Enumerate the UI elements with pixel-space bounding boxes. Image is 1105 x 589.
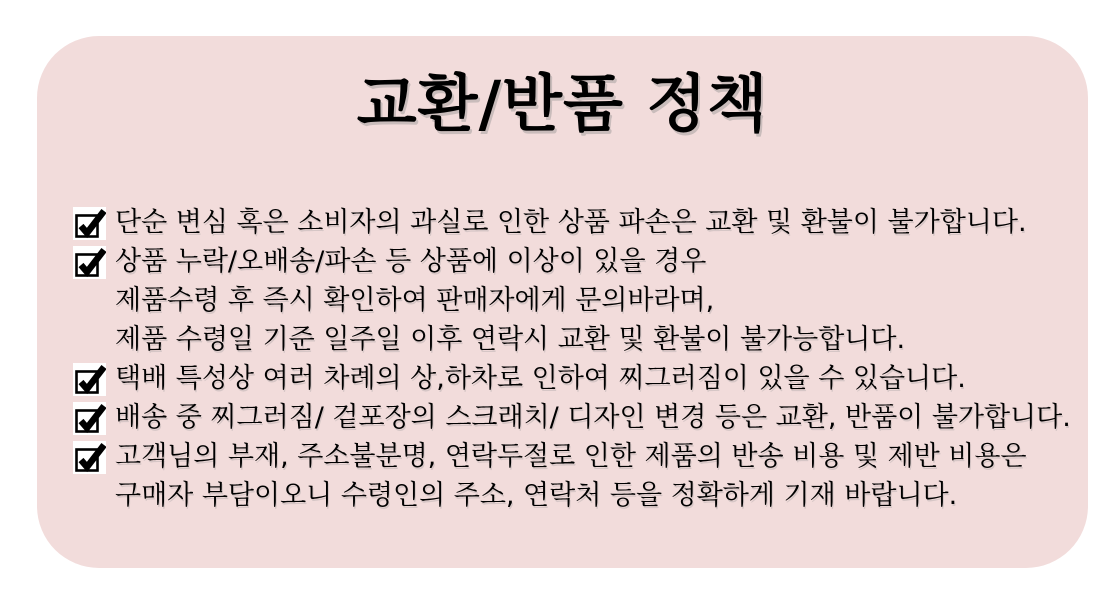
checked-ballot-box-icon: [73, 402, 106, 435]
policy-card: [37, 36, 1088, 568]
policy-line: 단순 변심 혹은 소비자의 과실로 인한 상품 파손은 교환 및 환불이 불가합니다.: [115, 207, 1027, 238]
policy-item: [73, 242, 1074, 359]
policy-title: 교환/반품 정책: [356, 67, 769, 140]
policy-item: [73, 437, 1074, 515]
policy-line: 상품 누락/오배송/파손 등 상품에 이상이 있을 경우: [115, 246, 707, 277]
policy-item: [73, 359, 1074, 398]
checked-ballot-box-icon: [73, 441, 106, 474]
policy-line: 제품수령 후 즉시 확인하여 판매자에게 문의바라며,: [115, 285, 715, 316]
checked-ballot-box-icon: [73, 363, 106, 396]
policy-list: [73, 203, 1074, 515]
checked-ballot-box-icon: [73, 207, 106, 240]
policy-item-lines: [115, 242, 1074, 359]
policy-item: [73, 398, 1074, 437]
policy-line: 배송 중 찌그러짐/ 겉포장의 스크래치/ 디자인 변경 등은 교환, 반품이 불가합니다.: [115, 402, 1071, 433]
policy-item: [73, 203, 1074, 242]
policy-item-lines: [115, 203, 1074, 242]
policy-line: 제품 수령일 기준 일주일 이후 연락시 교환 및 환불이 불가능합니다.: [115, 324, 906, 355]
policy-item-lines: [115, 437, 1074, 515]
policy-line: 고객님의 부재, 주소불분명, 연락두절로 인한 제품의 반송 비용 및 제반 비용은: [115, 441, 1027, 472]
checked-ballot-box-icon: [73, 246, 106, 279]
policy-line: 구매자 부담이오니 수령인의 주소, 연락처 등을 정확하게 기재 바랍니다.: [115, 480, 958, 511]
policy-item-lines: [115, 359, 1074, 398]
policy-line: 택배 특성상 여러 차례의 상,하차로 인하여 찌그러짐이 있을 수 있습니다.: [115, 363, 966, 394]
policy-item-lines: [115, 398, 1074, 437]
